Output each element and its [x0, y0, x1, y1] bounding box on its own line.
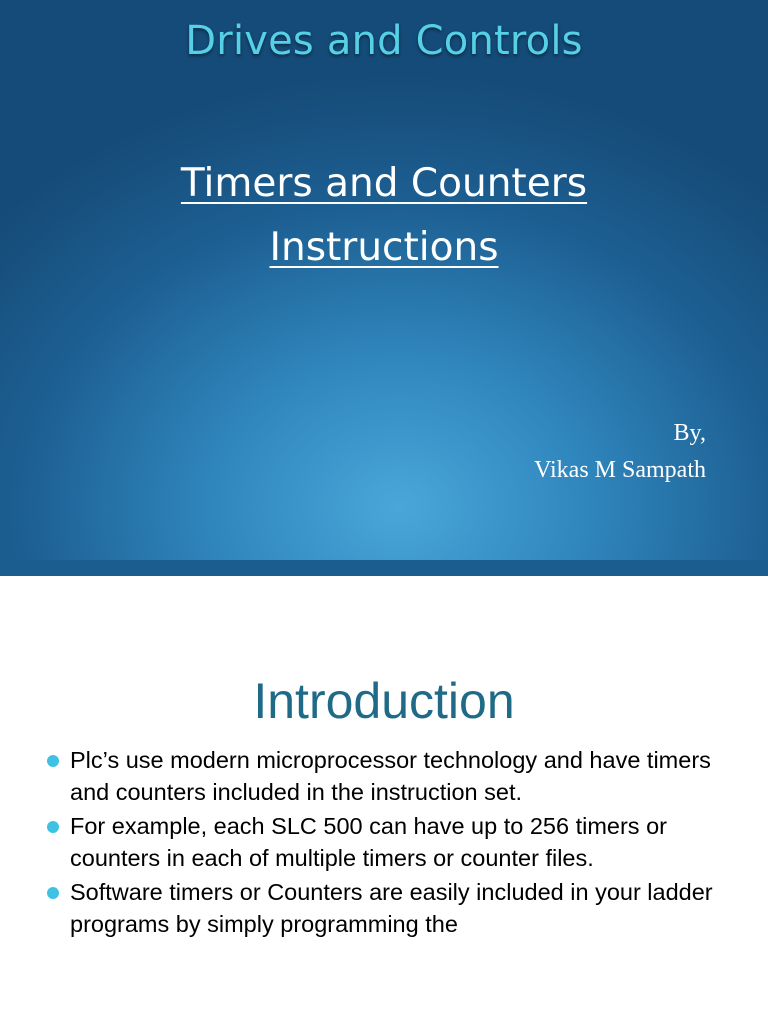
intro-title: Introduction [253, 673, 515, 729]
main-title-line-1: Timers and Counters [180, 161, 588, 206]
decorative-wave [0, 560, 768, 576]
list-item [44, 810, 724, 874]
author-label: By, [673, 420, 706, 446]
bullet-text: Software timers or Counters are easily included in your ladder programs by simply programming the [70, 879, 713, 937]
bullet-dot-icon [47, 821, 59, 833]
main-title-line-2: Instructions [269, 225, 499, 270]
deck-title: Drives and Controls [185, 18, 583, 64]
bullet-list [44, 744, 724, 942]
bullet-text: For example, each SLC 500 can have up to 256 timers or counters in each of multiple timers or counter files. [70, 813, 667, 871]
list-item [44, 876, 724, 940]
bullet-dot-icon [47, 755, 59, 767]
author-name: Vikas M Sampath [534, 457, 706, 483]
list-item [44, 744, 724, 808]
slide-main-title [0, 152, 768, 280]
bullet-text: Plc’s use modern microprocessor technology and have timers and counters included in the instruction set. [70, 747, 711, 805]
author-block [534, 415, 706, 489]
bullet-dot-icon [47, 887, 59, 899]
